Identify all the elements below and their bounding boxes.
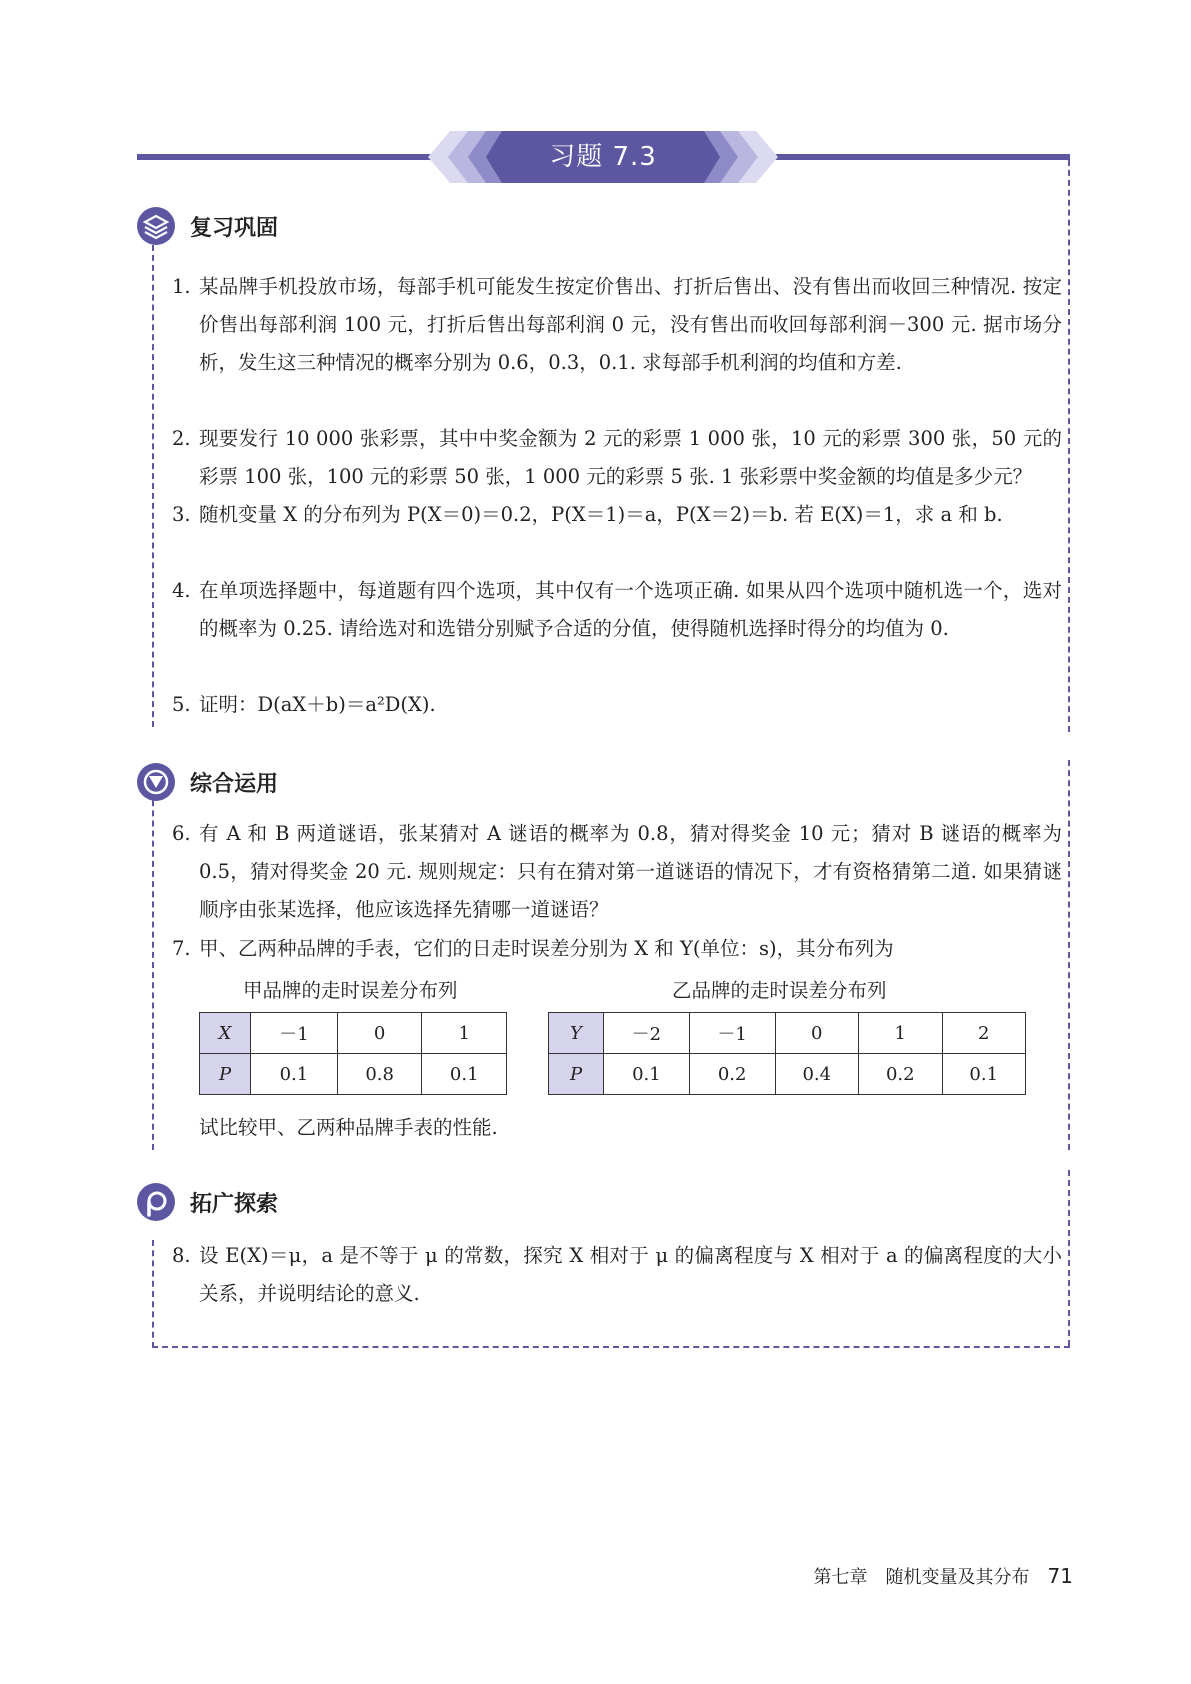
table-a-row-p (200, 1054, 507, 1095)
table-cell: －1 (251, 1013, 338, 1054)
table-cell: Y (549, 1013, 604, 1054)
table-cell: 0.2 (689, 1054, 775, 1095)
table-b-row-y (549, 1013, 1026, 1054)
exercise-banner (428, 131, 778, 183)
target-icon (136, 762, 176, 802)
section-explore-title: 拓广探索 (190, 1191, 279, 1217)
layers-icon (136, 206, 176, 246)
table-b-caption: 乙品牌的走时误差分布列 (672, 979, 887, 1002)
table-cell: X (200, 1013, 251, 1054)
chapter-title: 第七章 随机变量及其分布 (813, 1567, 1030, 1588)
section-review (136, 206, 278, 246)
question-6: 6. 有 A 和 B 两道谜语，张某猜对 A 谜语的概率为 0.8，猜对得奖金 10 元；猜对 B 谜语的概率为 0.5，猜对得奖金 20 元. 规则规定：只有在猜对第一道谜语的情况下，才有资格猜第二道. 如果猜谜顺序由张某选择，他应该选择先猜哪一道谜语？ (172, 822, 1062, 921)
frame-left-review (152, 245, 154, 727)
banner-title: 习题 7.3 (549, 142, 657, 172)
frame-bottom (152, 1346, 1070, 1348)
table-cell: 0.8 (337, 1054, 422, 1095)
question-7: 7. 甲、乙两种品牌的手表，它们的日走时误差分别为 X 和 Y(单位：s)，其分布列为 (172, 937, 894, 960)
table-cell: P (200, 1054, 251, 1095)
banner-rule-left (137, 154, 437, 160)
table-a-row-x (200, 1013, 507, 1054)
table-cell: P (549, 1054, 604, 1095)
banner-rule-right (760, 154, 1070, 160)
section-apply (136, 762, 278, 802)
table-b (548, 1012, 1026, 1095)
section-review-title: 复习巩固 (190, 215, 279, 241)
table-cell: 0.1 (422, 1054, 507, 1095)
section-explore (136, 1182, 278, 1222)
table-cell: 0.1 (251, 1054, 338, 1095)
table-cell: －2 (604, 1013, 690, 1054)
table-a-caption: 甲品牌的走时误差分布列 (243, 979, 458, 1002)
table-cell: 0.1 (604, 1054, 690, 1095)
table-b-row-p (549, 1054, 1026, 1095)
question-4: 4. 在单项选择题中，每道题有四个选项，其中仅有一个选项正确. 如果从四个选项中随机选一个，选对的概率为 0.25. 请给选对和选错分别赋予合适的分值，使得随机选择时得分的均值为 0. (172, 579, 1062, 640)
frame-left-explore (152, 1240, 154, 1348)
spiral-icon (136, 1182, 176, 1222)
frame-right-top (1068, 160, 1070, 732)
table-cell: 0 (337, 1013, 422, 1054)
frame-left-apply (152, 780, 154, 1150)
page-footer (814, 1563, 1073, 1589)
question-1: 1. 某品牌手机投放市场，每部手机可能发生按定价售出、打折后售出、没有售出而收回三种情况. 按定价售出每部利润 100 元，打折后售出每部利润 0 元，没有售出而收回每部利润－300 元. 据市场分析，发生这三种情况的概率分别为 0.6，0.3，0.1. 求每部手机利润的均值和方差. (172, 275, 1062, 374)
page-number: 71 (1047, 1564, 1073, 1588)
table-cell: 2 (942, 1013, 1026, 1054)
question-7-tail: 试比较甲、乙两种品牌手表的性能. (199, 1116, 498, 1139)
table-cell: 0.4 (775, 1054, 858, 1095)
table-cell: 1 (422, 1013, 507, 1054)
question-5: 5. 证明：D(aX＋b)＝a²D(X). (172, 693, 436, 716)
table-cell: 0.1 (942, 1054, 1026, 1095)
table-cell: －1 (689, 1013, 775, 1054)
question-8: 8. 设 E(X)＝μ，a 是不等于 μ 的常数，探究 X 相对于 μ 的偏离程度与 X 相对于 a 的偏离程度的大小关系，并说明结论的意义. (172, 1244, 1062, 1305)
frame-right-bottom (1068, 1170, 1070, 1346)
table-a (199, 1012, 507, 1095)
question-3: 3. 随机变量 X 的分布列为 P(X＝0)＝0.2，P(X＝1)＝a，P(X＝2)＝b. 若 E(X)＝1，求 a 和 b. (172, 503, 1003, 526)
table-cell: 0.2 (859, 1054, 942, 1095)
table-cell: 0 (775, 1013, 858, 1054)
section-apply-title: 综合运用 (190, 771, 279, 797)
frame-right-mid (1068, 760, 1070, 1150)
question-2: 2. 现要发行 10 000 张彩票，其中中奖金额为 2 元的彩票 1 000 张，10 元的彩票 300 张，50 元的彩票 100 张，100 元的彩票 50 张，1 000 元的彩票 5 张. 1 张彩票中奖金额的均值是多少元？ (172, 427, 1062, 488)
table-cell: 1 (859, 1013, 942, 1054)
